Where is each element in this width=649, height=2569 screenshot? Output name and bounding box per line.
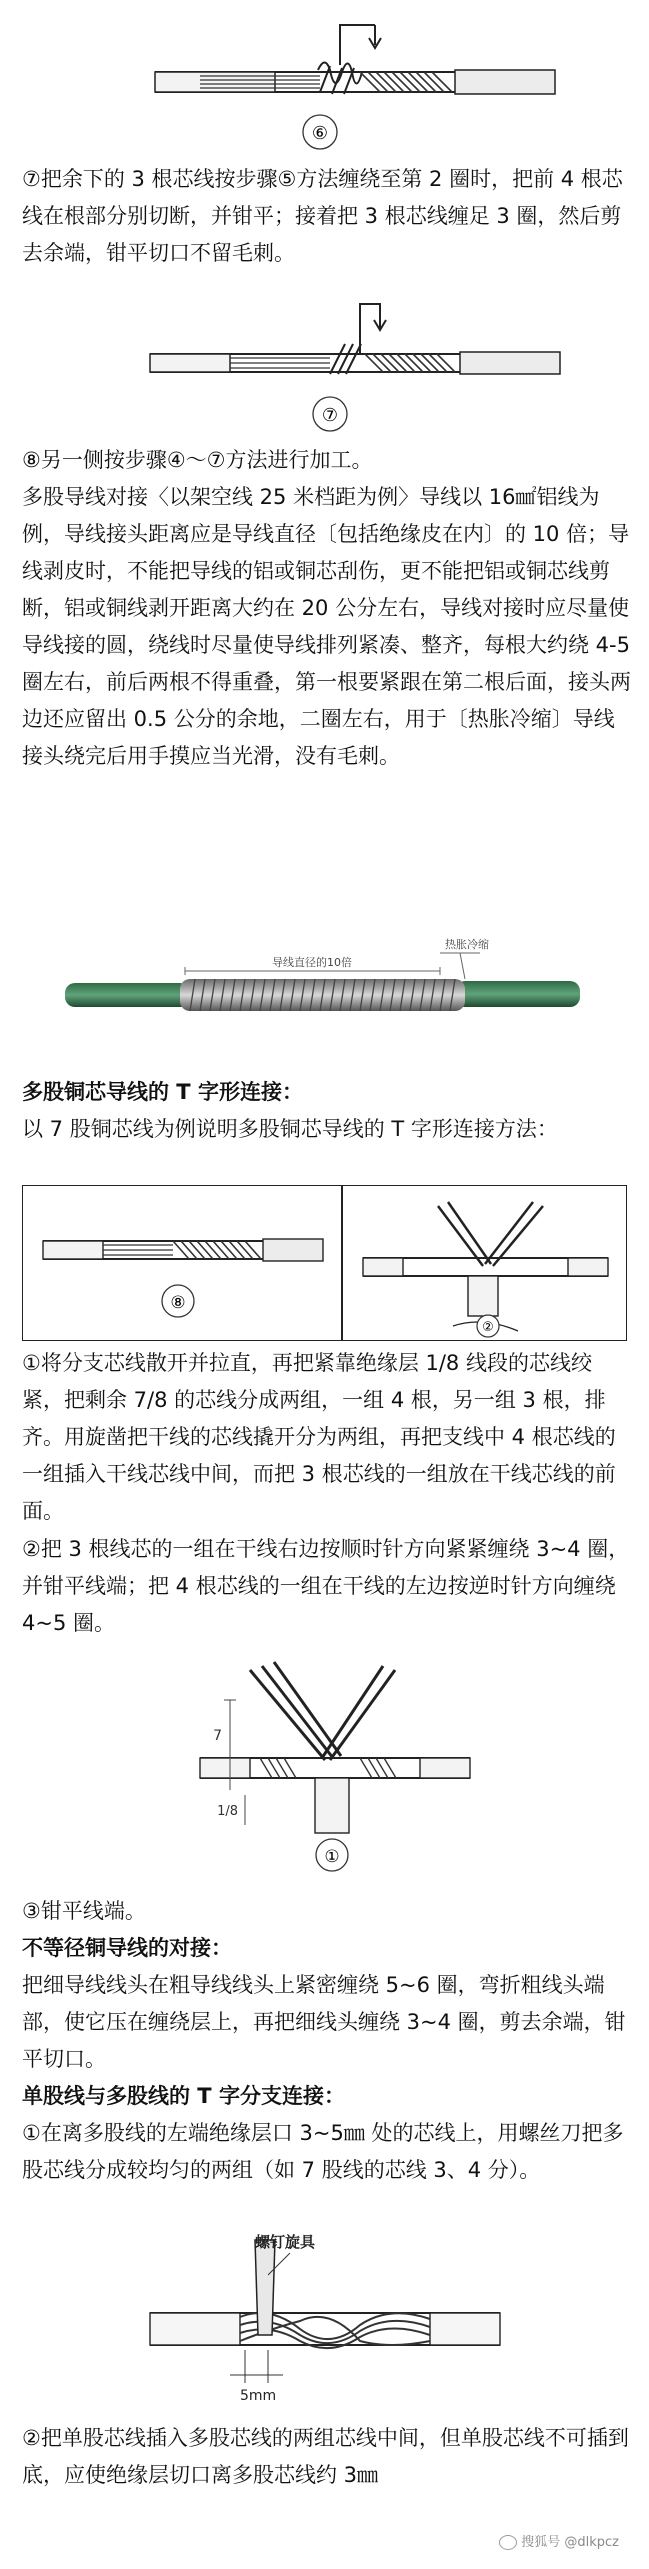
paragraph-step-8: ⑧另一侧按步骤④～⑦方法进行加工。 (22, 448, 373, 472)
watermark (499, 2531, 619, 2550)
screwdriver-caption: 螺钉旋具 (255, 2233, 316, 2251)
figure-2-label: ② (482, 1320, 494, 1335)
paragraph-t-joint-step-2: ②把 3 根线芯的一组在干线右边按顺时针方向紧紧缠绕 3~4 圈，并钳平线端；把 4 根芯线的一组在干线的左边按逆时针方向缠绕 4~5 圈。 (22, 1537, 630, 1635)
wechat-logo-icon (499, 2535, 517, 2550)
paragraph-t-joint-step-3: ③钳平线端。 (22, 1899, 146, 1923)
figure-screwdriver-split (0, 2225, 649, 2415)
figure-joint-photo (0, 935, 649, 1045)
dimension-7-label: 7 (213, 1728, 222, 1744)
figure-1-label: ① (324, 1847, 340, 1867)
figure-8-label: ⑧ (170, 1293, 186, 1313)
paragraph-single-multi-step-2: ②把单股芯线插入多股芯线的两组芯线中间，但单股芯线不可插到底，应使绝缘层切口离多股芯线约 3㎜ (22, 2426, 629, 2487)
heading-single-multi-t-branch: 单股线与多股线的 T 字分支连接： (22, 2084, 345, 2108)
figure-7-twisting-step (0, 274, 649, 444)
paragraph-t-joint-intro: 以 7 股铜芯线为例说明多股铜芯导线的 T 字形连接方法： (22, 1117, 558, 1141)
paragraph-multi-strand-butt-joint: 多股导线对接〈以架空线 25 米档距为例〉导线以 16㎟铝线为例，导线接头距离应是导线直径〔包括绝缘皮在内〕的 10 倍；导线剥皮时，不能把导线的铝或铜芯刮伤，更不能把铝或铜芯线剪断，铝或铜线剥开距离大约在 20 公分左右，导线对接时应尽量使导线接的圆，绕线时尽量使导线排列紧凑、整齐，每根大约绕 4-5 圈左右，前后两根不得重叠，第一根要紧跟在第二根后面，接头两边还应留出 0.5 公分的余地，二圈左右，用于〔热胀冷缩〕导线接头绕完后用手摸应当光滑，没有毛刺。 (22, 485, 631, 768)
thermal-allowance-caption: 热胀冷缩 (445, 938, 489, 951)
figure-6-twisting-step (0, 0, 649, 165)
dimension-5mm-label: 5mm (240, 2388, 277, 2404)
joint-length-caption: 导线直径的10倍 (272, 956, 352, 969)
figure-1-t-joint (0, 1640, 649, 1885)
heading-unequal-diameter-joint: 不等径铜导线的对接： (22, 1936, 232, 1960)
dimension-one-eighth-label: 1/8 (217, 1804, 238, 1819)
heading-t-joint-multi-copper: 多股铜芯导线的 T 字形连接： (22, 1080, 303, 1104)
figure-7-label: ⑦ (321, 405, 339, 426)
figure-6-label: ⑥ (311, 123, 329, 144)
paragraph-unequal-diameter-joint: 把细导线线头在粗导线线头上紧密缠绕 5~6 圈，弯折粗线头端部，使它压在缠绕层上，再把细线头缠绕 3~4 圈，剪去余端，钳平切口。 (22, 1973, 626, 2071)
paragraph-single-multi-step-1: ①在离多股线的左端绝缘层口 3~5㎜ 处的芯线上，用螺丝刀把多股芯线分成较均匀的两组（如 7 股线的芯线 3、4 分）。 (22, 2121, 624, 2182)
paragraph-t-joint-step-1: ①将分支芯线散开并拉直，再把紧靠绝缘层 1/8 线段的芯线绞紧，把剩余 7/8 的芯线分成两组，一组 4 根，另一组 3 根，排齐。用旋凿把干线的芯线撬开分为两组，再把支线中 4 根芯线的一组插入干线芯线中间，而把 3 根芯线的一组放在干线芯线的前面。 (22, 1351, 616, 1523)
paragraph-step-7: ⑦把余下的 3 根芯线按步骤⑤方法缠绕至第 2 圈时，把前 4 根芯线在根部分别切断，并钳平；接着把 3 根芯线缠足 3 圈，然后剪去余端，钳平切口不留毛刺。 (22, 167, 623, 265)
watermark-text: 搜狐号 @dlkpcz (521, 2535, 619, 2550)
figure-box-8-and-2 (22, 1185, 627, 1341)
